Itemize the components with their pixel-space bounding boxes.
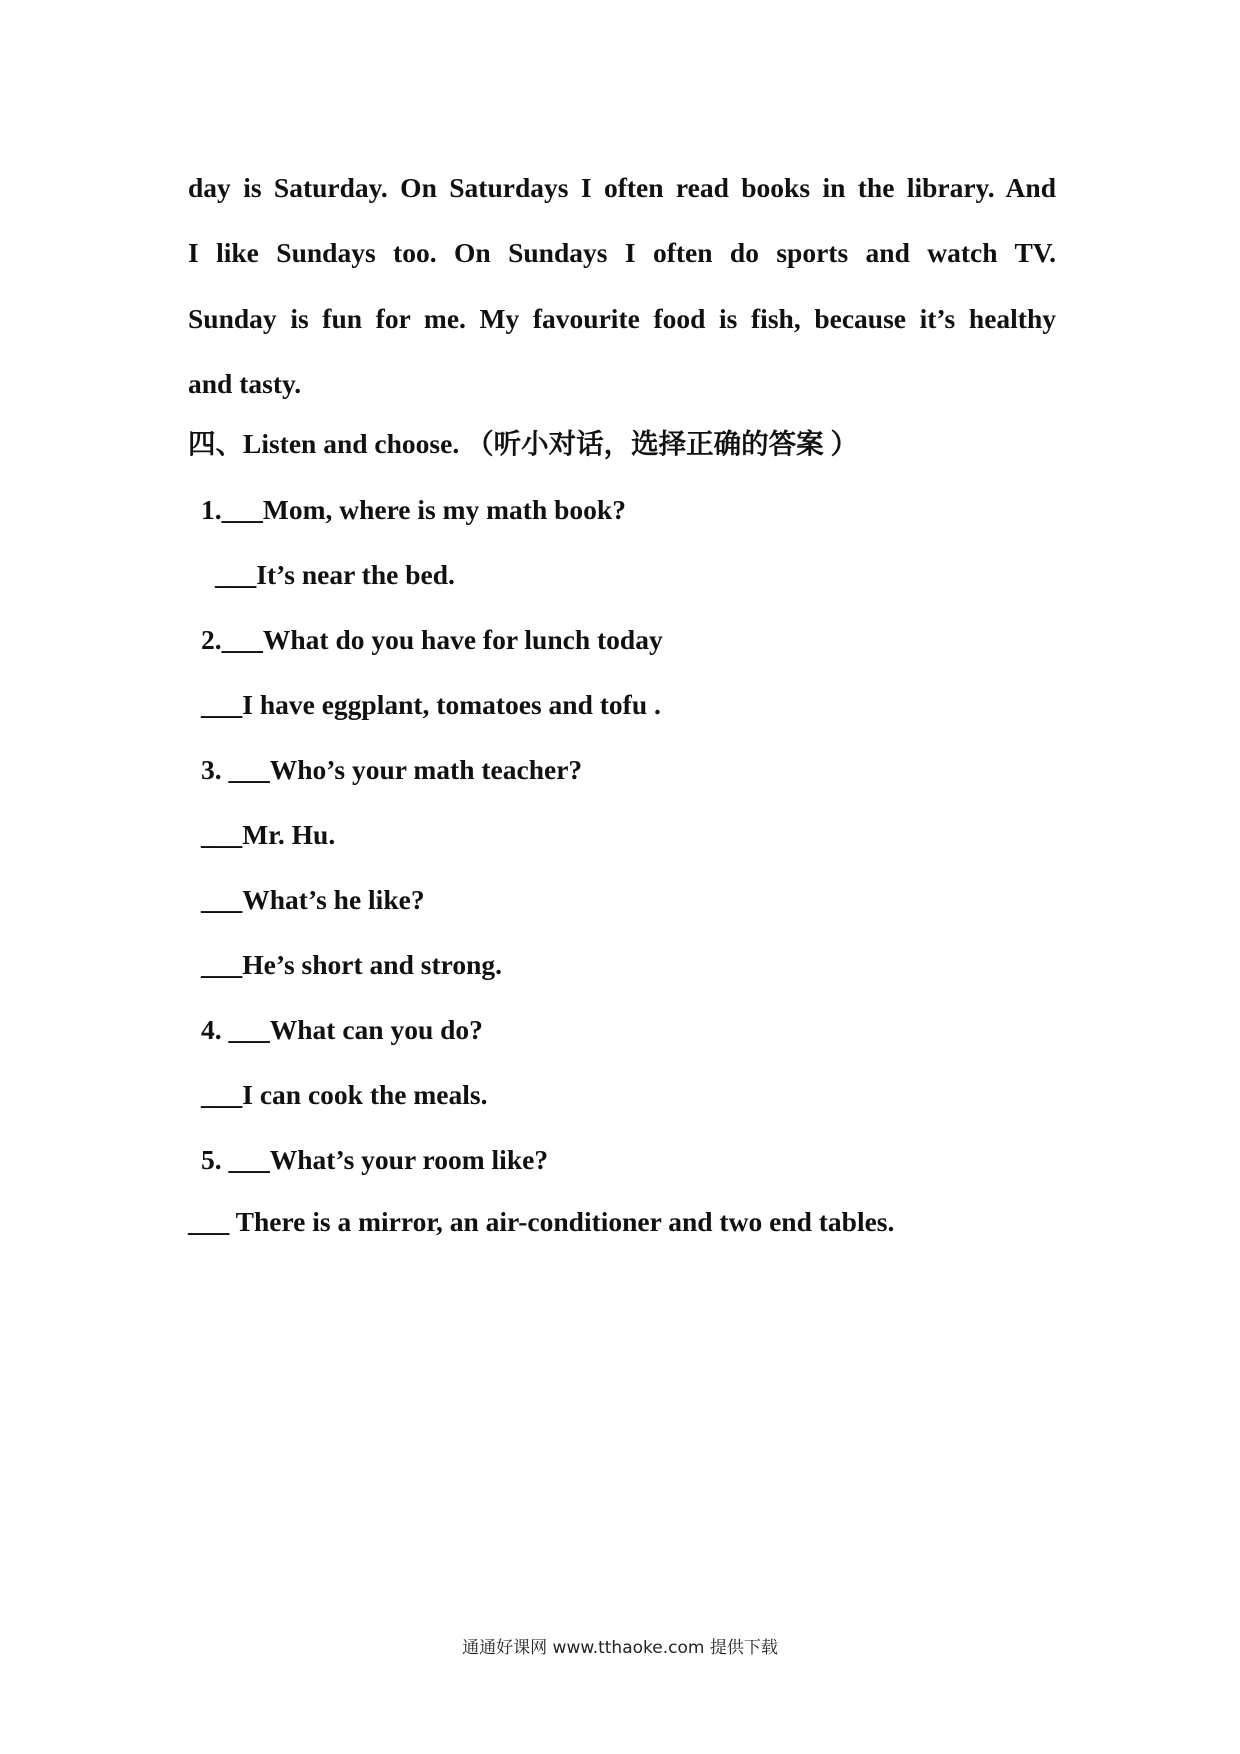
passage-line-4: and tasty. (188, 367, 302, 399)
answer-3b-line: ___He’s short and strong. (201, 949, 502, 980)
passage-line-1: day is Saturday. On Saturdays I often read books in the library. And (188, 172, 1056, 203)
question-3b-line: ___What’s he like? (201, 884, 425, 915)
answer-4-line: ___I can cook the meals. (201, 1079, 488, 1110)
answer-5-line: ___ There is a mirror, an air-conditioner and two end tables. (188, 1206, 895, 1237)
answer-3-line: ___Mr. Hu. (201, 819, 336, 850)
question-4-line: 4. ___What can you do? (201, 1014, 483, 1045)
answer-2-line: ___I have eggplant, tomatoes and tofu . (201, 689, 661, 720)
question-5-line: 5. ___What’s your room like? (201, 1144, 549, 1175)
question-1-line: 1.___Mom, where is my math book? (201, 494, 626, 525)
reading-passage (188, 155, 1056, 416)
passage-line-3: Sunday is fun for me. My favourite food is fish, because it’s healthy (188, 302, 1056, 334)
question-2-line: 2.___What do you have for lunch today (201, 624, 663, 655)
question-3-line: 3. ___Who’s your math teacher? (201, 754, 583, 785)
passage-line-2: I like Sundays too. On Sundays I often do sports and watch TV. (188, 237, 1056, 269)
answer-1-line: ___It’s near the bed. (215, 559, 455, 590)
footer-credit: 通通好课网 www.tthaoke.com 提供下载 (462, 1638, 778, 1658)
section-4-heading: 四、Listen and choose. （听小对话，选择正确的答案 ） (188, 428, 858, 459)
